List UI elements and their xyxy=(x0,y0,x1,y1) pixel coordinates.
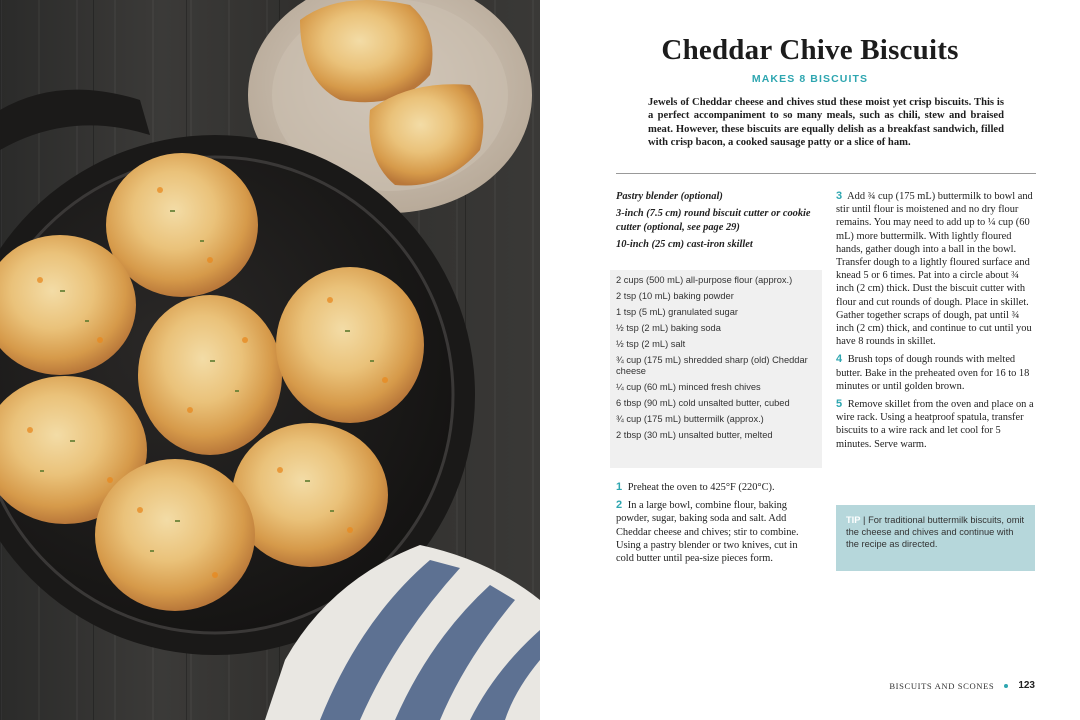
equipment-item: 10-inch (25 cm) cast-iron skillet xyxy=(616,239,753,250)
divider xyxy=(616,173,1036,174)
step-text: In a large bowl, combine flour, baking powder, sugar, baking soda and salt. Add Cheddar cheese and chives; stir to combine. Using a pastry blender or two knives, cut in cold butter until pea-size pieces form. xyxy=(616,500,799,565)
recipe-yield: MAKES 8 BISCUITS xyxy=(751,73,869,85)
ingredient-item: ¾ cup (175 mL) shredded sharp (old) Cheddar cheese xyxy=(616,355,808,376)
step-number: 2 xyxy=(616,499,623,512)
equipment-item: Pastry blender (optional) xyxy=(616,191,723,202)
step-text: Brush tops of dough rounds with melted butter. Bake in the preheated oven for 16 to 18 minutes or until golden brown. xyxy=(836,354,1030,392)
recipe-intro: Jewels of Cheddar cheese and chives stud these moist yet crisp biscuits. This is a perfect accompaniment to so many meals, such as chili, stew and braised meat. However, these biscuits are equally delish as a breakfast sandwich, filled with crisp bacon, a cooked sausage patty or a slice of ham. xyxy=(648,97,1004,148)
step-4 xyxy=(836,353,1036,393)
step-text: Remove skillet from the oven and place on a wire rack. Using a heatproof spatula, transfer biscuits to a wire rack and let cool for 5 minutes. Serve warm. xyxy=(836,399,1034,450)
step-text: Add ¾ cup (175 mL) buttermilk to bowl and stir until flour is moistened and no dry flour remains. You may need to add up to ¼ cup (60 mL) more buttermilk. With lightly floured hands, gather dough into a ball in the bowl. Transfer dough to a lightly floured surface and knead 5 or 6 times. Pat into a circle about ¾ inch (2 cm) thick. Dust the biscuit cutter with flour and cut rounds of dough. Place in skillet. Gather together scraps of dough, pat until ¾ inch (2 cm) thick, and continue to cut until you have 8 rounds in skillet. xyxy=(836,191,1033,348)
bullet-dot xyxy=(1004,684,1008,688)
step-5 xyxy=(836,398,1036,451)
page-footer xyxy=(889,680,1035,691)
steps-column-right xyxy=(836,190,1036,456)
recipe-title: Cheddar Chive Biscuits xyxy=(661,34,959,66)
recipe-page xyxy=(540,0,1080,720)
ingredient-item: 2 tbsp (30 mL) unsalted butter, melted xyxy=(616,430,773,440)
ingredients-list xyxy=(610,270,822,468)
ingredient-item: ½ tsp (2 mL) salt xyxy=(616,339,686,349)
ingredient-item: 6 tbsp (90 mL) cold unsalted butter, cubed xyxy=(616,398,790,408)
ingredient-item: ½ tsp (2 mL) baking soda xyxy=(616,323,721,333)
tip-label: TIP xyxy=(846,515,861,525)
page-number: 123 xyxy=(1018,680,1035,691)
step-3 xyxy=(836,190,1036,348)
skillet-handle xyxy=(0,90,150,150)
section-name: BISCUITS AND SCONES xyxy=(889,680,995,691)
step-1 xyxy=(616,481,816,494)
step-number: 3 xyxy=(836,190,843,202)
tip-text: For traditional buttermilk biscuits, omit the cheese and chives and continue with the recipe as directed. xyxy=(846,515,1025,549)
step-number: 4 xyxy=(836,353,843,366)
tip-separator: | xyxy=(860,515,869,525)
ingredient-item: ¼ cup (60 mL) minced fresh chives xyxy=(616,382,761,392)
step-2 xyxy=(616,499,816,565)
ingredient-item: 1 tsp (5 mL) granulated sugar xyxy=(616,307,738,317)
steps-column-left xyxy=(616,481,816,570)
step-number: 5 xyxy=(836,398,843,411)
ingredient-item: 2 tsp (10 mL) baking powder xyxy=(616,291,734,301)
equipment-list xyxy=(616,190,822,255)
ingredient-item: 2 cups (500 mL) all-purpose flour (approx.) xyxy=(616,275,793,285)
step-number: 1 xyxy=(616,481,623,493)
tip-box xyxy=(836,505,1035,571)
ingredient-item: ¾ cup (175 mL) buttermilk (approx.) xyxy=(616,414,764,424)
step-text: Preheat the oven to 425°F (220°C). xyxy=(627,482,775,493)
equipment-item: 3-inch (7.5 cm) round biscuit cutter or cookie cutter (optional, see page 29) xyxy=(616,208,811,233)
